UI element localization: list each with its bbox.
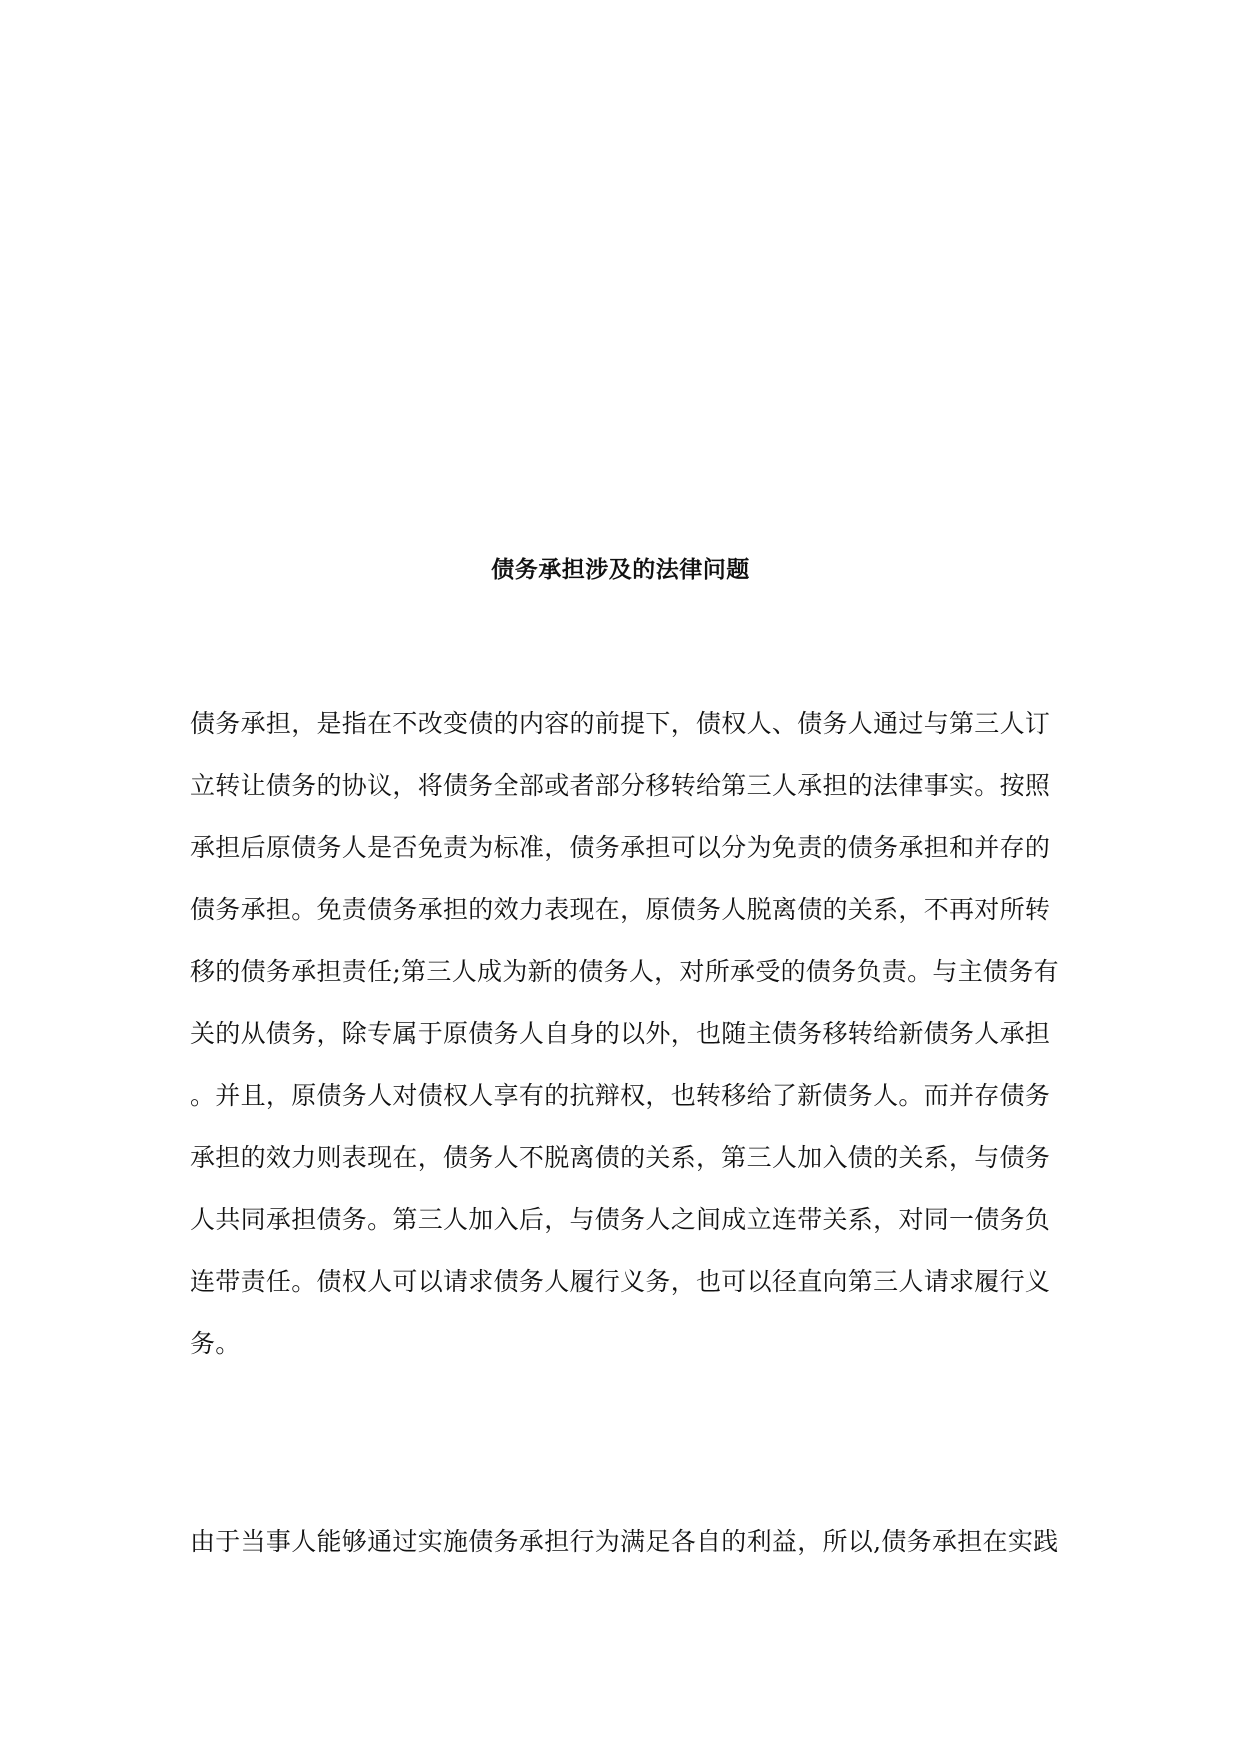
paragraph-line: 人共同承担债务。第三人加入后，与债务人之间成立连带关系，对同一债务负 xyxy=(190,1205,1051,1234)
paragraph-line: 移的债务承担责任;第三人成为新的债务人，对所承受的债务负责。与主债务有 xyxy=(190,957,1059,986)
paragraph-line: 。并且，原债务人对债权人享有的抗辩权，也转移给了新债务人。而并存债务 xyxy=(190,1081,1051,1110)
paragraph-line: 承担后原债务人是否免责为标准，债务承担可以分为免责的债务承担和并存的 xyxy=(190,833,1051,862)
page-title: 债务承担涉及的法律问题 xyxy=(491,557,750,583)
paragraph-line: 立转让债务的协议，将债务全部或者部分移转给第三人承担的法律事实。按照 xyxy=(190,771,1051,800)
paragraph-line: 关的从债务，除专属于原债务人自身的以外，也随主债务移转给新债务人承担 xyxy=(190,1019,1051,1048)
paragraph-line: 债务承担。免责债务承担的效力表现在，原债务人脱离债的关系，不再对所转 xyxy=(190,895,1051,924)
paragraph-line: 由于当事人能够通过实施债务承担行为满足各自的利益，所以,债务承担在实践 xyxy=(190,1527,1059,1556)
paragraph-line: 债务承担，是指在不改变债的内容的前提下，债权人、债务人通过与第三人订 xyxy=(190,709,1051,738)
paragraph-line: 承担的效力则表现在，债务人不脱离债的关系，第三人加入债的关系，与债务 xyxy=(190,1143,1051,1172)
paragraph-line: 连带责任。债权人可以请求债务人履行义务，也可以径直向第三人请求履行义 xyxy=(190,1267,1051,1296)
paragraph-line: 务。 xyxy=(190,1329,241,1358)
